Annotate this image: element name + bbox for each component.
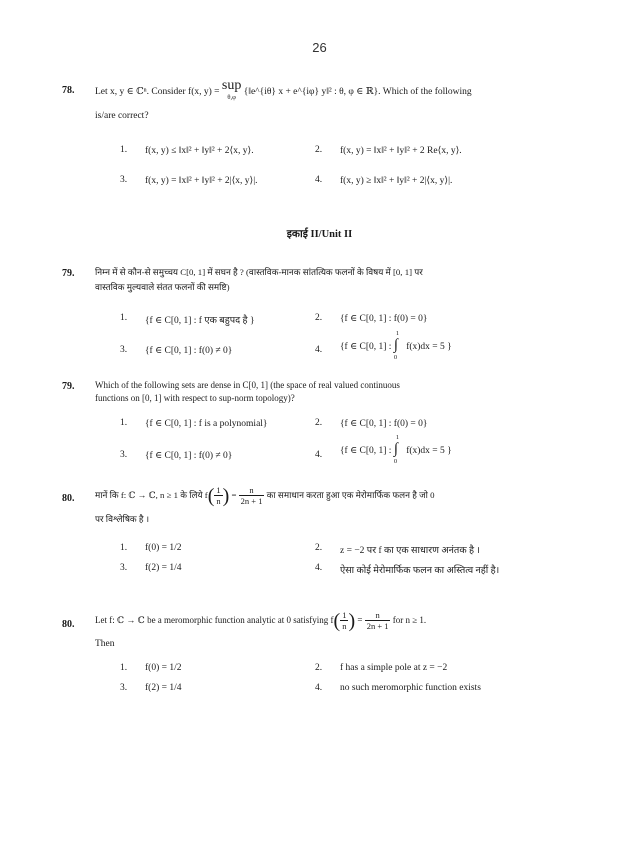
question-pre: मानें कि f: ℂ → ℂ, n ≥ 1 के लिये <box>95 490 203 500</box>
fraction-denominator: n <box>342 621 347 632</box>
option-3: f(2) = 1/4 <box>145 683 182 693</box>
question-text-line2: पर विश्लेषिक है । <box>95 514 150 524</box>
option-4-set: {f ∈ C[0, 1] : <box>340 342 392 353</box>
option-number: 3. <box>120 175 128 185</box>
integral-lower-limit: 0 <box>393 354 398 361</box>
option-4-integrand: f(x)dx = 5 } <box>406 446 452 457</box>
option-number: 4. <box>315 345 323 355</box>
question-number: 78. <box>62 85 75 96</box>
option-3: {f ∈ C[0, 1] : f(0) ≠ 0} <box>145 451 233 461</box>
option-4: no such meromorphic function exists <box>340 683 481 693</box>
option-4: ऐसा कोई मेरोमार्फिक फलन का अस्तित्व नहीं है। <box>340 566 500 576</box>
option-number: 4. <box>315 450 323 460</box>
fraction-numerator: 1 <box>216 485 221 496</box>
fraction-n-over-2n1 <box>365 610 391 631</box>
option-number: 2. <box>315 543 323 553</box>
question-text-line2: वास्तविक मुल्यवाले संतत फलनों की समष्टि) <box>95 282 230 292</box>
option-2: z = −2 पर f का एक साधारण अनंतक है । <box>340 546 481 556</box>
question-text: Let f: ℂ → ℂ be a meromorphic function analytic at 0 satisfying f( $\frac{1}{n}$ ) = $\frac{n}{2n + 1}$ for n ≥ 1. <box>95 609 427 632</box>
option-number: 1. <box>120 418 128 428</box>
option-3: {f ∈ C[0, 1] : f(0) ≠ 0} <box>145 346 233 356</box>
option-1: {f ∈ C[0, 1] : f एक बहुपद है } <box>145 316 255 326</box>
integral-lower-limit: 0 <box>393 458 398 465</box>
option-number: 2. <box>315 145 323 155</box>
option-1: f(0) = 1/2 <box>145 663 182 673</box>
unit-title: इकाई II/Unit II <box>286 229 353 240</box>
sup-expression: {‖e^{iθ} x + e^{iφ} y‖² : θ, φ ∈ ℝ}. Which of the following <box>243 87 472 98</box>
option-number: 2. <box>315 663 323 673</box>
question-number: 79. <box>62 268 75 279</box>
option-3: f(x, y) = ‖x‖² + ‖y‖² + 2|⟨x, y⟩|. <box>145 176 258 186</box>
question-text: Which of the following sets are dense in C[0, 1] (the space of real valued continuous <box>95 380 400 390</box>
option-4: f(x, y) ≥ ‖x‖² + ‖y‖² + 2|⟨x, y⟩|. <box>340 176 453 186</box>
option-2: f(x, y) = ‖x‖² + ‖y‖² + 2 Re⟨x, y⟩. <box>340 146 462 156</box>
question-text-line2: functions on [0, 1] with respect to sup-norm topology)? <box>95 393 295 403</box>
question-post: का समाधान करता हुआ एक मेरोमार्फिक फलन है जो 0 <box>266 490 435 500</box>
question-pre: Let f: ℂ → ℂ be a meromorphic function analytic at 0 satisfying <box>95 615 329 625</box>
question-post: for n ≥ 1. <box>392 615 427 625</box>
question-number: 79. <box>62 381 75 392</box>
integral-sign: 1 ∫ 0 <box>393 330 400 361</box>
option-4-integrand: f(x)dx = 5 } <box>406 342 452 353</box>
sup-subscript: θ,φ <box>227 94 236 101</box>
option-2: {f ∈ C[0, 1] : f(0) = 0} <box>340 419 428 429</box>
fraction-numerator: n <box>239 485 265 496</box>
option-number: 2. <box>315 418 323 428</box>
option-1: {f ∈ C[0, 1] : f is a polynomial} <box>145 419 268 429</box>
function-name: f <box>330 615 334 625</box>
fraction-numerator: 1 <box>342 610 347 621</box>
option-number: 4. <box>315 563 323 573</box>
option-number: 4. <box>315 683 323 693</box>
option-2: f has a simple pole at z = −2 <box>340 663 448 673</box>
option-number: 3. <box>120 683 128 693</box>
fraction-n-over-2n1 <box>239 485 265 506</box>
option-3: f(2) = 1/4 <box>145 563 182 573</box>
question-number: 80. <box>62 493 75 504</box>
equals-sign: = <box>231 490 237 500</box>
option-4 <box>340 434 452 465</box>
integral-sign: 1 ∫ 0 <box>393 434 400 465</box>
sup-operator <box>222 80 241 104</box>
question-intro: Let x, y ∈ ℂⁿ. Consider f(x, y) = <box>95 87 220 98</box>
fraction-denominator: n <box>216 496 221 507</box>
question-text <box>95 80 472 104</box>
integral-upper-limit: 1 <box>395 330 400 337</box>
integral-upper-limit: 1 <box>395 434 400 441</box>
function-name: f <box>204 490 208 500</box>
question-number: 80. <box>62 619 75 630</box>
option-number: 3. <box>120 563 128 573</box>
fraction-numerator: n <box>365 610 391 621</box>
option-number: 3. <box>120 450 128 460</box>
option-number: 1. <box>120 313 128 323</box>
fraction-denominator: 2n + 1 <box>366 621 389 632</box>
fraction-1-over-n <box>214 485 222 506</box>
sup-symbol: sup <box>221 78 242 93</box>
option-number: 4. <box>315 175 323 185</box>
question-text-line2: is/are correct? <box>95 111 149 121</box>
option-number: 1. <box>120 145 128 155</box>
question-text: निम्न में से कौन-से समुच्चय C[0, 1] में सघन है ? (वास्तविक-मानक सांतत्यिक फलनों के विषय में [0, 1] पर <box>95 267 423 277</box>
option-1: f(0) = 1/2 <box>145 543 182 553</box>
fraction-denominator: 2n + 1 <box>240 496 263 507</box>
page-number: 26 <box>312 40 327 55</box>
option-number: 1. <box>120 543 128 553</box>
option-4-set: {f ∈ C[0, 1] : <box>340 446 392 457</box>
option-number: 1. <box>120 663 128 673</box>
option-1: f(x, y) ≤ ‖x‖² + ‖y‖² + 2⟨x, y⟩. <box>145 146 254 156</box>
question-text: मानें कि f: ℂ → ℂ, n ≥ 1 के लिये f( $\frac{1}{n}$ ) = $\frac{n}{2n + 1}$ का समाधान करता हुआ एक मेरोमार्फिक फलन है जो 0 <box>95 484 435 507</box>
question-text-line2: Then <box>95 639 115 649</box>
option-number: 3. <box>120 345 128 355</box>
option-2: {f ∈ C[0, 1] : f(0) = 0} <box>340 314 428 324</box>
option-number: 2. <box>315 313 323 323</box>
equals-sign: = <box>357 615 363 625</box>
option-4 <box>340 330 452 361</box>
